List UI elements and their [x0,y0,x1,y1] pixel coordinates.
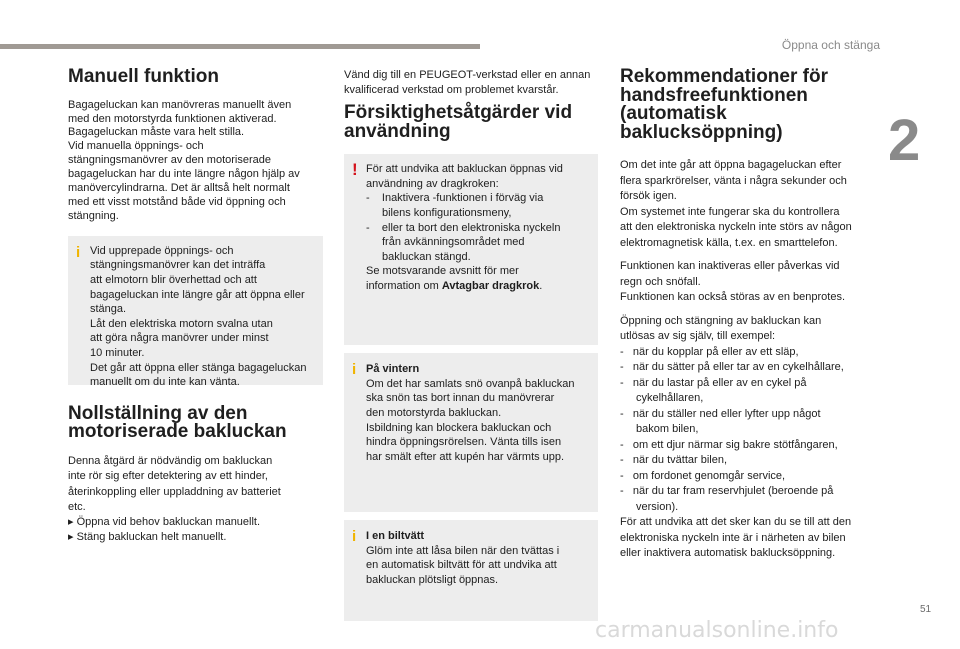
heading-manual-function: Manuell funktion [68,66,219,87]
list-item: - när du tvättar bilen, [620,454,728,467]
column-right [620,68,875,562]
step-arrow-icon: ▸ [68,531,74,544]
towbar-link-text: Avtagbar dragkrok [441,279,540,292]
page-number: 51 [920,604,932,615]
info-icon: i [352,528,357,546]
column-left [68,68,323,546]
chapter-number: 2 [888,108,921,173]
handsfree-text-1: Om det inte går att öppna bagageluckan efter flera sparkrörelser, vänta i några sekunder och försök igen. Om systemet inte fungerar ska du kontrollera att den elektroniska nyckeln inte störs av någon elektromagnetisk källa, t.ex. en smarttelefon. [620,159,852,249]
list-item: - när du lastar på eller av en cykel på cykelhållaren, [620,376,807,405]
manual-function-text: Bagageluckan kan manövreras manuellt även med den motorstyrda funktionen aktiverad. Bagageluckan måste vara helt stilla. Vid manuella öppnings- och stängningsmanövrer av den motoriserade bagageluckan har du inte längre någon hjälp av manövercylindrarna. Det är alltså helt normalt med ett visst motstånd både vid öppning och stängning. [68,98,300,222]
info-icon: i [352,361,357,379]
list-item: - när du kopplar på eller av ett släp, [620,345,799,358]
reset-step-1: Öppna vid behov bakluckan manuellt. [76,516,261,529]
section-title: Öppna och stänga [781,38,880,52]
header-bar [0,44,480,49]
info-icon: i [76,243,81,261]
info-box-winter: i På vintern Om det har samlats snö ovanpå bakluckan ska snön tas bort innan du manövrerar den motorstyrda bakluckan. Isbildning kan blockera bakluckan och hindra öppningsrörelsen. Vänta tills isen har smält efter att kupén har värmts upp. [344,353,598,512]
warning-item: - Inaktivera -funktionen i förväg via bilens konfigurationsmeny, [366,192,544,219]
warning-box-towbar: ! För att undvika att bakluckan öppnas vid användning av dragkroken: - Inaktivera -funktionen i förväg via bilens konfigurationsmeny, - eller ta bort den elektroniska nyckeln från avkänningsområdet med bakluckan stängd. Se motsvarande avsnitt för mer information om Avtagbar dragkrok. [344,154,598,345]
step-arrow-icon: ▸ [68,516,74,529]
workshop-text: Vänd dig till en PEUGEOT-verkstad eller en annan kvalificerad verkstad om problemet kvarstår. [344,69,591,96]
list-item: - när du ställer ned eller lyfter upp något bakom bilen, [620,407,821,436]
heading-reset: Nollställning av den motoriserade bakluckan [68,402,287,443]
warning-item: - eller ta bort den elektroniska nyckeln från avkänningsområdet med bakluckan stängd. [366,221,561,263]
handsfree-text-3: Öppning och stängning av bakluckan kan utlösas av sig själv, till exempel: - när du kopplar på eller av ett släp, - när du sätter på eller tar av en cykelhållare, - när du lastar på eller av en cykel på cykelhållaren, - när du ställer ned eller lyfter upp något bakom bilen, - om ett djur närmar sig bakre stötfångaren, - när du tvättar bilen, - om fordonet genomgår service, - när du tar fram reservhjulet (beroende på version). För att undvika att det sker kan du se till att den elektroniska nyckeln inte är i närheten av bilen eller inaktivera automatisk baklucksöppning. [620,314,875,562]
handsfree-text-2: Funktionen kan inaktiveras eller påverkas vid regn och snöfall. Funktionen kan också störas av en benprotes. [620,260,846,304]
list-item: - när du tar fram reservhjulet (beroende på version). [620,485,834,513]
list-item: - när du sätter på eller tar av en cykelhållare, [620,361,844,374]
info-box-car-wash: i I en biltvätt Glöm inte att låsa bilen när den tvättas i en automatisk biltvätt för att undvika att bakluckan plötsligt öppnas. [344,520,598,621]
list-item: - om fordonet genomgår service, [620,469,786,482]
watermark: carmanualsonline.info [595,618,839,643]
warning-icon: ! [352,160,358,180]
heading-precautions: Försiktighetsåtgärder vid användning [344,102,573,142]
heading-handsfree-recommendations: Rekommendationer för handsfreefunktionen (automatisk baklucksöppning) [620,66,828,143]
list-item: - om ett djur närmar sig bakre stötfångaren, [620,438,838,451]
reset-text: Denna åtgärd är nödvändig om bakluckan inte rör sig efter detektering av ett hinder, återinkoppling eller uppladdning av batteriet etc. ▸ Öppna vid behov bakluckan manuellt. ▸ Stäng bakluckan helt manuellt. [68,454,281,544]
reset-step-2: Stäng bakluckan helt manuellt. [76,531,227,544]
column-middle [344,68,598,621]
info-box-overheating: i Vid upprepade öppnings- och stängningsmanövrer kan det inträffa att elmotorn blir överhettad och att bagageluckan inte längre går att öppna eller stänga. Låt den elektriska motorn svalna utan att göra några manövrer under minst 10 minuter. Det går att öppna eller stänga bagageluckan manuellt om du inte kan vänta. [68,236,323,385]
